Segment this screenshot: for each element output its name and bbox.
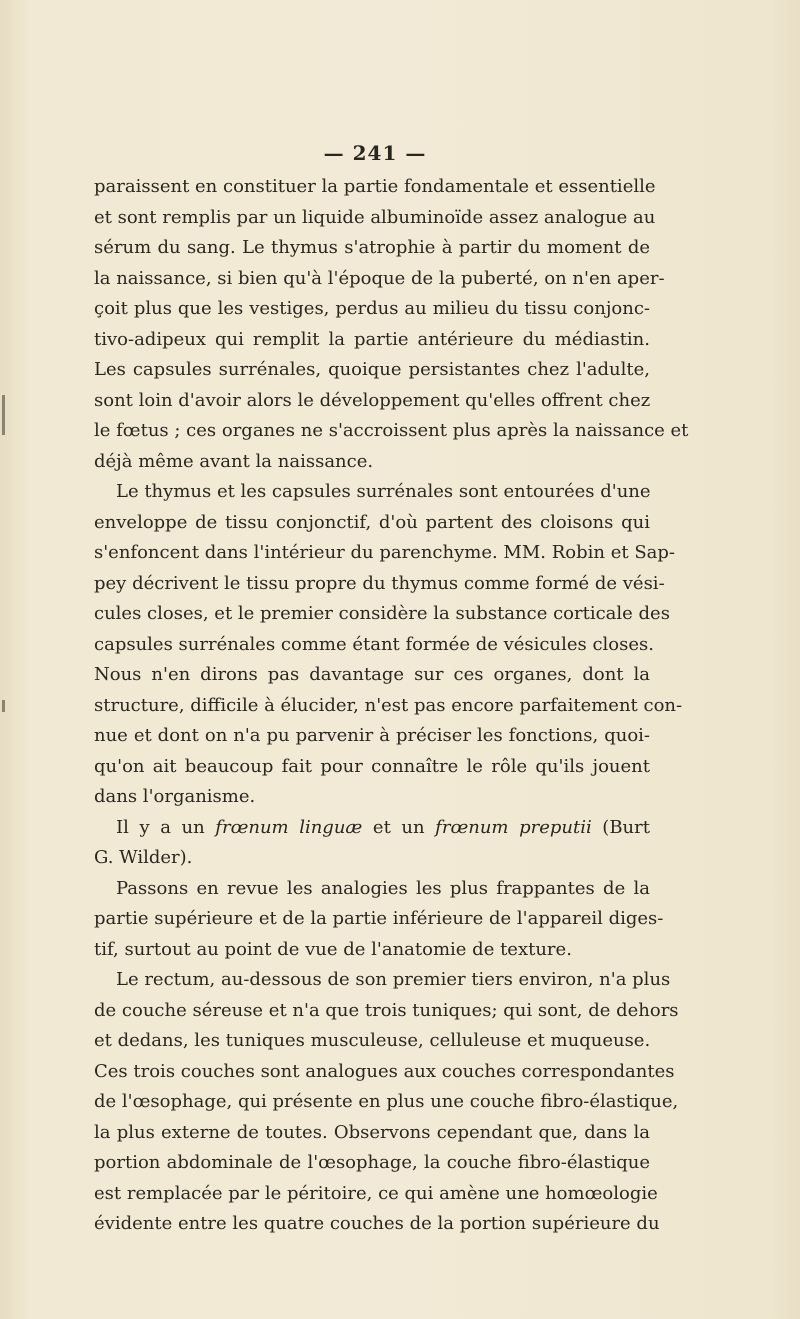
text-line: Les capsules surrénales, quoique persistantes chez l'adulte, xyxy=(94,359,650,380)
text-line: déjà même avant la naissance. xyxy=(94,450,374,472)
page-edge-mark xyxy=(2,700,5,712)
text-line: tif, surtout au point de vue de l'anatomie de texture. xyxy=(94,938,572,960)
text-line: structure, difficile à élucider, n'est pas encore parfaitement con- xyxy=(94,694,683,716)
text-line: la naissance, si bien qu'à l'époque de la puberté, on n'en aper- xyxy=(94,267,665,289)
text-line: Passons en revue les analogies les plus frappantes de la xyxy=(116,877,650,899)
text-line: nue et dont on n'a pu parvenir à préciser les fonctions, quoi- xyxy=(94,725,650,746)
body-text xyxy=(94,172,689,1240)
text-line: Nous n'en dirons pas davantage sur ces organes, dont la xyxy=(94,664,650,685)
italic-term: frœnum preputii xyxy=(435,816,592,838)
page-edge-mark xyxy=(2,395,5,435)
text-line: G. Wilder). xyxy=(94,847,193,868)
text-line: Le rectum, au-dessous de son premier tiers environ, n'a plus xyxy=(116,969,671,990)
text-line: çoit plus que les vestiges, perdus au milieu du tissu conjonc- xyxy=(94,298,650,319)
text-line: et dedans, les tuniques musculeuse, celluleuse et muqueuse. xyxy=(94,1030,651,1051)
text-line xyxy=(94,813,650,844)
text-line: le fœtus ; ces organes ne s'accroissent plus après la naissance et xyxy=(94,420,689,441)
text-line: sont loin d'avoir alors le développement qu'elles offrent chez xyxy=(94,389,651,411)
text-line: paraissent en constituer la partie fondamentale et essentielle xyxy=(94,176,656,197)
text-line: Ces trois couches sont analogues aux couches correspondantes xyxy=(94,1060,675,1082)
text-line: capsules surrénales comme étant formée de vésicules closes. xyxy=(94,633,654,655)
text-line: sérum du sang. Le thymus s'atrophie à partir du moment de xyxy=(94,237,650,258)
text-line: et sont remplis par un liquide albuminoïde assez analogue au xyxy=(94,206,656,228)
text-line: enveloppe de tissu conjonctif, d'où partent des cloisons qui xyxy=(94,511,650,533)
text-line: pey décrivent le tissu propre du thymus comme formé de vési- xyxy=(94,572,665,594)
text-line: tivo-adipeux qui remplit la partie antérieure du médiastin. xyxy=(94,328,650,350)
text-line: est remplacée par le péritoire, ce qui amène une homœologie xyxy=(94,1182,658,1204)
text-line: cules closes, et le premier considère la substance corticale des xyxy=(94,603,670,624)
text-line: la plus externe de toutes. Observons cependant que, dans la xyxy=(94,1121,650,1143)
text-line: de couche séreuse et n'a que trois tuniques; qui sont, de dehors xyxy=(94,999,679,1021)
text-line: dans l'organisme. xyxy=(94,786,256,807)
text-line: de l'œsophage, qui présente en plus une couche fibro-élastique, xyxy=(94,1091,679,1112)
text-fragment: Il y a un xyxy=(116,816,216,838)
text-line: évidente entre les quatre couches de la portion supérieure du xyxy=(94,1213,660,1234)
text-line: qu'on ait beaucoup fait pour connaître le rôle qu'ils jouent xyxy=(94,755,650,777)
text-line: s'enfoncent dans l'intérieur du parenchyme. MM. Robin et Sap- xyxy=(94,542,675,563)
text-fragment: (Burt xyxy=(591,816,650,838)
text-line: portion abdominale de l'œsophage, la couche fibro-élastique xyxy=(94,1152,650,1173)
text-line: Le thymus et les capsules surrénales sont entourées d'une xyxy=(116,481,651,502)
text-line: partie supérieure et de la partie inférieure de l'appareil diges- xyxy=(94,908,664,929)
italic-term: frœnum linguæ xyxy=(215,816,363,838)
page-number: — 241 — xyxy=(323,141,427,165)
text-fragment: et un xyxy=(362,816,436,838)
